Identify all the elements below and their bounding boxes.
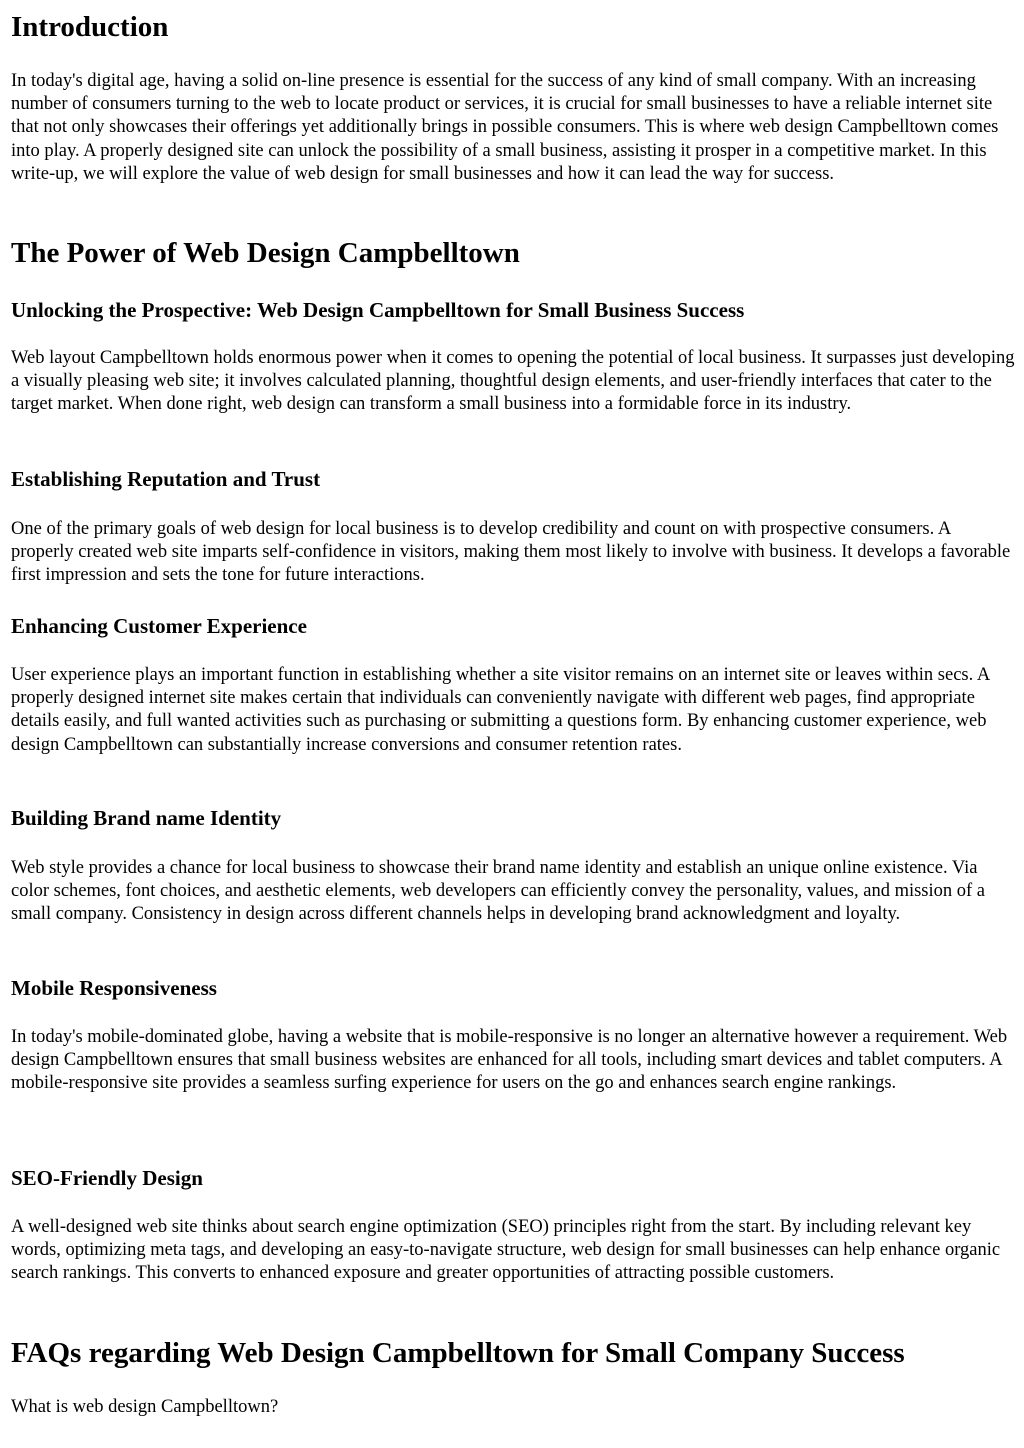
section-heading-reputation: Establishing Reputation and Trust bbox=[11, 467, 321, 491]
intro-heading: Introduction bbox=[11, 11, 169, 43]
section-paragraph-customer-experience: User experience plays an important function in establishing whether a site visitor remains on an internet site or leaves within secs. A properly designed internet site makes certain that individuals can conveniently navigate with different web pages, find appropriate details easily, and full wanted activities such as purchasing or submitting a questions form. By enhancing customer experience, web design Campbelltown can substantially increase conversions and consumer retention rates. bbox=[11, 665, 990, 755]
section-heading-unlocking: Unlocking the Prospective: Web Design Campbelltown for Small Business Success bbox=[11, 298, 745, 322]
intro-paragraph: In today's digital age, having a solid on-line presence is essential for the success of any kind of small company. With an increasing number of consumers turning to the web to locate product or services, it is crucial for small businesses to have a reliable internet site that not only showcases their offerings yet additionally brings in possible consumers. This is where web design Campbelltown comes into play. A properly designed site can unlock the possibility of a small business, assisting it prosper in a competitive market. In this write-up, we will explore the value of web design for small businesses and how it can lead the way for success. bbox=[11, 71, 999, 184]
section-heading-customer-experience: Enhancing Customer Experience bbox=[11, 614, 307, 638]
section-heading-brand-identity: Building Brand name Identity bbox=[11, 806, 282, 830]
faq-heading: FAQs regarding Web Design Campbelltown for Small Company Success bbox=[11, 1337, 905, 1369]
power-heading: The Power of Web Design Campbelltown bbox=[11, 237, 520, 269]
section-paragraph-mobile: In today's mobile-dominated globe, having a website that is mobile-responsive is no longer an alternative however a requirement. Web design Campbelltown ensures that small business websites are enhanced for all tools, including smart devices and tablet computers. A mobile-responsive site provides a seamless surfing experience for users on the go and enhances search engine rankings. bbox=[11, 1027, 1008, 1094]
faq-question: What is web design Campbelltown? bbox=[11, 1397, 279, 1417]
section-heading-mobile: Mobile Responsiveness bbox=[11, 976, 217, 1000]
section-heading-seo: SEO-Friendly Design bbox=[11, 1166, 203, 1190]
section-paragraph-reputation: One of the primary goals of web design for local business is to develop credibility and count on with prospective consumers. A properly created web site imparts self-confidence in visitors, making them most likely to involve with business. It develops a favorable first impression and sets the tone for future interactions. bbox=[11, 519, 1011, 586]
section-paragraph-brand-identity: Web style provides a chance for local business to showcase their brand name identity and establish an unique online existence. Via color schemes, font choices, and aesthetic elements, web developers can efficiently convey the personality, values, and mission of a small company. Consistency in design across different channels helps in developing brand acknowledgment and loyalty. bbox=[11, 858, 986, 925]
section-paragraph-unlocking: Web layout Campbelltown holds enormous power when it comes to opening the potential of local business. It surpasses just developing a visually pleasing web site; it involves calculated planning, thoughtful design elements, and user-friendly interfaces that cater to the target market. When done right, web design can transform a small business into a formidable force in its industry. bbox=[11, 348, 1015, 415]
section-paragraph-seo: A well-designed web site thinks about search engine optimization (SEO) principles right from the start. By including relevant key words, optimizing meta tags, and developing an easy-to-navigate structure, web design for small businesses can help enhance organic search rankings. This converts to enhanced exposure and greater opportunities of attracting possible customers. bbox=[11, 1217, 1001, 1284]
